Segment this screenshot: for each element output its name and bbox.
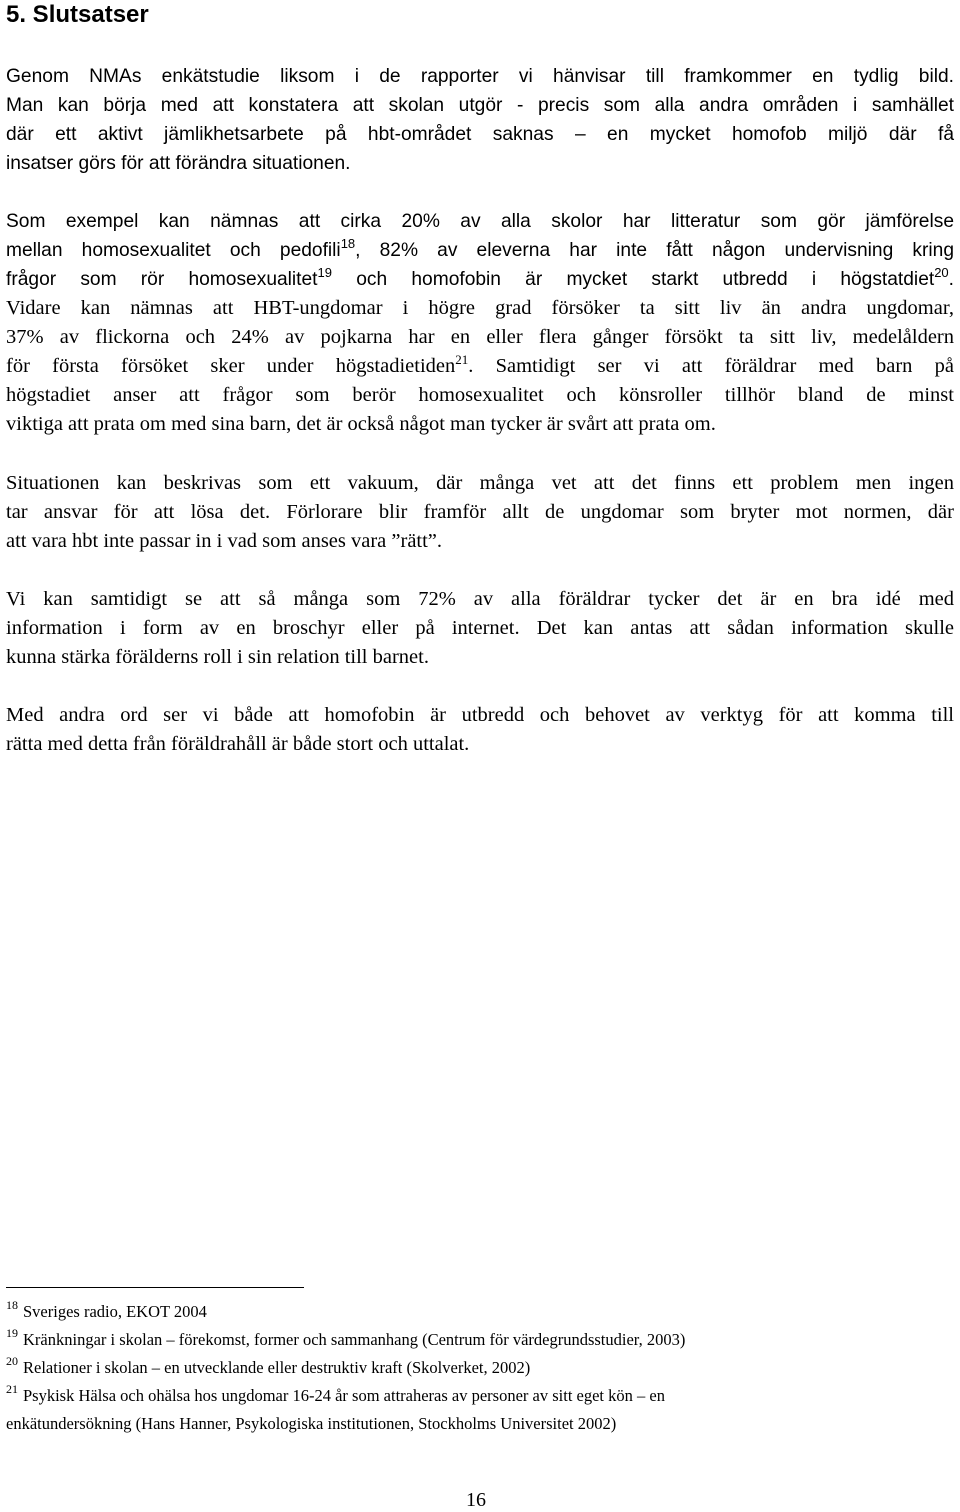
text-line: Som exempel kan nämnas att cirka 20% av alla skolor har litteratur som gör jämförelse: [6, 211, 954, 232]
paragraph-2: [6, 207, 954, 294]
footnote-number: 19: [6, 1325, 18, 1340]
text-line: tar ansvar för att lösa det. Förlorare blir framför allt de ungdomar som bryter mot normen, där: [6, 501, 954, 523]
text-line: information i form av en broschyr eller på internet. Det kan antas att sådan information skulle: [6, 617, 954, 639]
footnote-divider: [6, 1287, 304, 1288]
paragraph-5: [6, 701, 954, 759]
text-line: [6, 352, 954, 381]
text-segment: för första försöket sker under högstadietiden: [6, 355, 456, 377]
text-line: [6, 236, 954, 265]
paragraph-3: [6, 469, 954, 556]
text-segment: mellan homosexualitet och pedofili: [6, 240, 341, 261]
text-line: Genom NMAs enkätstudie liksom i de rapporter vi hänvisar till framkommer en tydlig bild.: [6, 66, 954, 87]
text-segment: . Samtidigt ser vi att föräldrar med barn på: [468, 355, 955, 377]
text-line: 37% av flickorna och 24% av pojkarna har en eller flera gånger försökt ta sitt liv, medelåldern: [6, 326, 954, 348]
footnote-21: [6, 1382, 954, 1410]
text-line: där ett aktivt jämlikhetsarbete på hbt-området saknas – en mycket homofob miljö där få: [6, 124, 954, 145]
page-number: 16: [466, 1489, 486, 1511]
text-line: Med andra ord ser vi både att homofobin är utbredd och behovet av verktyg för att komma till: [6, 704, 954, 726]
paragraph-1: [6, 62, 954, 178]
footnotes: [6, 1298, 954, 1438]
text-line: viktiga att prata om med sina barn, det är också något man tycker är svårt att prata om.: [6, 413, 716, 435]
text-line: högstadiet anser att frågor som berör homosexualitet och könsroller tillhör bland de minst: [6, 384, 954, 406]
text-line: Vi kan samtidigt se att så många som 72% av alla föräldrar tycker det är en bra idé med: [6, 588, 954, 610]
paragraph-2-continued: [6, 294, 954, 439]
footnote-ref-18[interactable]: 18: [340, 236, 356, 252]
footnote-ref-20[interactable]: 20: [934, 265, 949, 281]
text-line: [6, 265, 954, 294]
section-heading: 5. Slutsatser: [6, 1, 149, 28]
footnote-20: [6, 1354, 954, 1382]
text-segment: .: [948, 269, 955, 290]
paragraph-4: [6, 585, 954, 672]
footnote-number: 18: [6, 1297, 18, 1312]
footnote-text: Kränkningar i skolan – förekomst, former och sammanhang (Centrum för värdegrundsstudier, 2003): [23, 1330, 686, 1349]
footnote-text: Sveriges radio, EKOT 2004: [23, 1302, 207, 1321]
text-line: kunna stärka förälderns roll i sin relation till barnet.: [6, 646, 429, 668]
footnote-text: Relationer i skolan – en utvecklande eller destruktiv kraft (Skolverket, 2002): [23, 1358, 531, 1377]
footnote-number: 20: [6, 1353, 18, 1368]
text-line: rätta med detta från föräldrahåll är både stort och uttalat.: [6, 733, 470, 755]
text-line: att vara hbt inte passar in i vad som anses vara ”rätt”.: [6, 530, 443, 552]
footnote-21-continuation: enkätundersökning (Hans Hanner, Psykologiska institutionen, Stockholms Universitet 2002): [6, 1414, 617, 1433]
text-line: Situationen kan beskrivas som ett vakuum, där många vet att det finns ett problem men ingen: [6, 472, 954, 494]
text-line: insatser görs för att förändra situationen.: [6, 153, 351, 174]
footnote-ref-21[interactable]: 21: [455, 352, 469, 368]
text-line: Man kan börja med att konstatera att skolan utgör - precis som alla andra områden i samhället: [6, 95, 954, 116]
text-segment: frågor som rör homosexualitet: [6, 269, 318, 290]
footnote-ref-19[interactable]: 19: [317, 265, 332, 281]
text-segment: och homofobin är mycket starkt utbredd i högstatdiet: [332, 269, 935, 290]
footnote-19: [6, 1326, 954, 1354]
footnote-number: 21: [6, 1381, 18, 1396]
footnote-18: [6, 1298, 954, 1326]
text-line: Vidare kan nämnas att HBT-ungdomar i högre grad försöker ta sitt liv än andra ungdomar,: [6, 297, 954, 319]
text-segment: , 82% av eleverna har inte fått någon undervisning kring: [355, 240, 954, 261]
footnote-text: Psykisk Hälsa och ohälsa hos ungdomar 16-24 år som attraheras av personer av sitt eget kön – en: [23, 1386, 665, 1405]
